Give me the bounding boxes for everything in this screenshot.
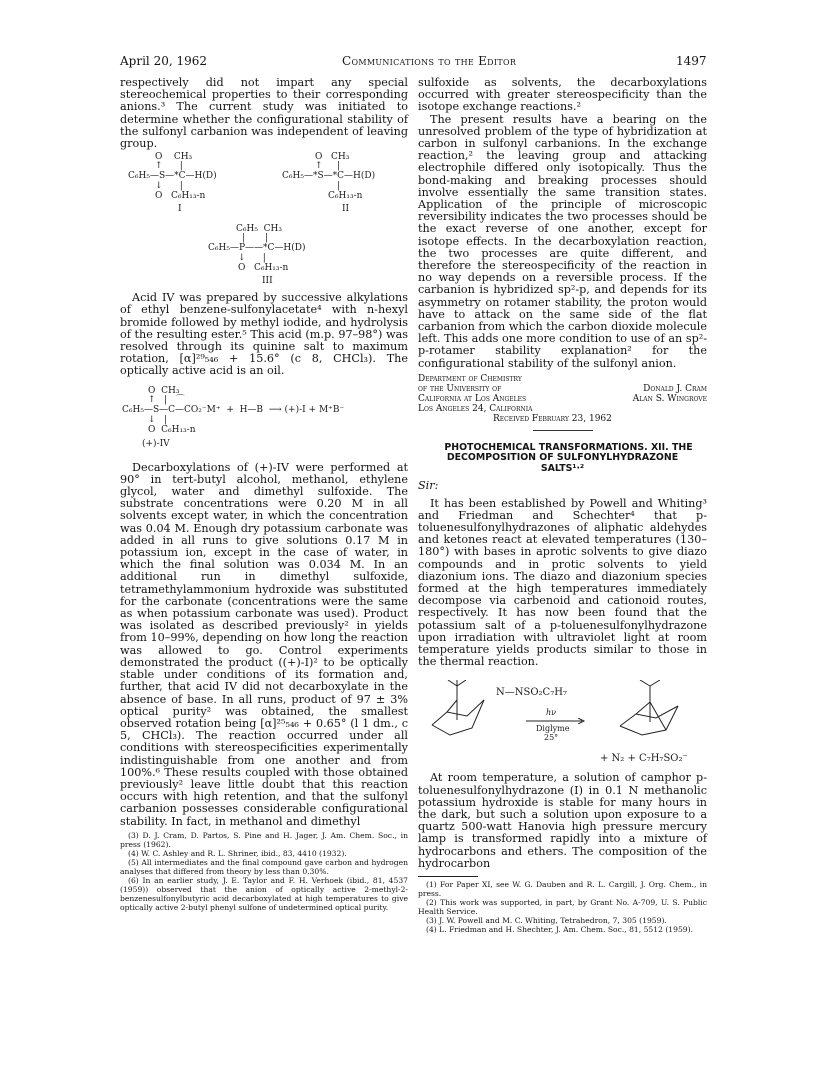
affiliation-line-4: Los Angeles 24, California	[418, 403, 533, 414]
label-plus-IV: (+)-IV	[142, 438, 170, 449]
salutation: Sir:	[418, 479, 439, 493]
structure-III: C₆H₅ CH₃ | | C₆H₅—P——*C—H(D) ↓ | O C₆H₁₃-n III	[208, 224, 306, 287]
affiliation-line-1: Department of Chemistry	[418, 373, 522, 384]
right-paragraph-3: It has been established by Powell and Whiting³ and Friedman and Schechter⁴ that p-toluenesulfonylhydrazones of aliphatic aldehydes and ketones react at elevated temperatures (130–180°) with bases in aprotic solvents to give diazo compounds and in protic solvents to yield diazonium ions. The diazo and diazonium species formed at the high temperatures immediately decompose via carbenoid and cationoid routes, respectively. It has now been found that the potassium salt of a p-toluenesulfonylhydrazone upon irradiation with ultraviolet light at room temperature yields products similar to those in the thermal reaction.	[418, 496, 707, 669]
camphor-hydrazone-structure	[422, 680, 502, 740]
footnote-5: (5) All intermediates and the final compound gave carbon and hydrogen analyses that differed from theory by less than 0.30%.	[120, 857, 408, 876]
running-date: April 20, 1962	[120, 54, 208, 68]
label-I: I	[178, 204, 182, 215]
footnote-r4: (4) L. Friedman and H. Shechter, J. Am. Chem. Soc., 81, 5512 (1959).	[426, 925, 693, 935]
page-number: 1497	[676, 54, 707, 68]
footnote-6: (6) In an earlier study, J. E. Taylor and F. H. Verhoek (ibid., 81, 4537 (1959)) observed that the anion of optically active 2-methyl-2-benzenesulfonylbutyric acid decarboxylated at high temperatures to give optically active 2-butyl phenyl sulfone of undetermined optical purity.	[120, 875, 408, 912]
affiliation-line-3: California at Los Angeles	[418, 393, 527, 404]
right-column	[418, 77, 707, 934]
tricyclene-product-structure	[612, 680, 692, 740]
right-paragraph-1: sulfoxide as solvents, the decarboxylations occurred with greater stereospecificity than the isotope exchange reactions.²	[418, 76, 707, 114]
photolysis-scheme	[418, 672, 707, 772]
solvent-label: Diglyme	[536, 724, 570, 734]
right-paragraph-4: At room temperature, a solution of camphor p-toluenesulfonylhydrazone (I) in 0.1 N methanolic potassium hydroxide is stable for many hours in the dark, but such a solution upon exposure to a quartz 500-watt Hanovia high pressure mercury lamp is transformed rapidly into a mixture of hydrocarbons and ethers. The composition of the hydrocarbon	[418, 771, 707, 870]
right-paragraph-2: The present results have a bearing on the unresolved problem of the type of hybridization at carbon in sulfonyl carbanions. In the exchange reaction,² the leaving group and attacking electrophile differed only isotopically. Thus the bond-making and breaking processes should involve essentially the same transition states. Application of the principle of microscopic reversibility indicates the two processes should be the exact reverse of one another, except for isotope effects. In the decarboxylation reaction, the two processes are quite different, and therefore the stereospecificity of the reaction in no way depends on a reversible process. If the carbanion is hybridized sp²-p, and depends for its asymmetry on rotamer stability, the proton would have to attack on the same side of the flat carbanion from which the carbon dioxide molecule left. This adds one more condition to use of an sp²-p-rotamer stability explanation² for the configurational stability of the sulfonyl anion.	[418, 112, 707, 370]
left-column	[120, 77, 408, 912]
label-II: II	[342, 204, 350, 215]
left-paragraph-2: Acid IV was prepared by successive alkylations of ethyl benzene-sulfonylacetate⁴ with n-hexyl bromide followed by methyl iodide, and hydrolysis of the resulting ester.⁵ This acid (m.p. 97–98°) was resolved through its quinine salt to maximum rotation, [α]²⁹₅₄₆ + 15.6° (c 8, CHCl₃). The optically active acid is an oil.	[120, 291, 408, 378]
left-paragraph-1: respectively did not impart any special stereochemical properties to their corresponding anions.³ The current study was initiated to determine whether the configurational stability of the sulfonyl carbanion was independent of leaving group.	[120, 76, 408, 151]
footnote-r3: (3) J. W. Powell and M. C. Whiting, Tetrahedron, 7, 305 (1959).	[426, 916, 667, 926]
byproducts: + N₂ + C₇H₇SO₂⁻	[600, 753, 688, 765]
received-date: Received February 23, 1962	[493, 413, 612, 424]
article-title: PHOTOCHEMICAL TRANSFORMATIONS. XII. THE DECOMPOSITION OF SULFONYLHYDRAZONE SALTS¹·²	[444, 441, 693, 474]
footnote-rule	[418, 876, 478, 877]
temperature-label: 25°	[544, 733, 559, 743]
separator-rule	[533, 430, 593, 431]
footnote-r2: (2) This work was supported, in part, by Grant No. A-709, U. S. Public Health Service.	[418, 898, 707, 917]
footnote-3: (3) D. J. Cram, D. Partos, S. Pine and H. Jager, J. Am. Chem. Soc., in press (1962).	[120, 830, 408, 849]
left-paragraph-3: Decarboxylations of (+)-IV were performed at 90° in tert-butyl alcohol, methanol, ethylene glycol, water and dimethyl sulfoxide. The substrate concentrations were 0.20 M in all solvents except water, in which the concentration was 0.04 M. Enough dry potassium carbonate was added in all runs to give solutions 0.17 M in potassium ion, except in the case of water, in which the final solution was 0.034 M. In an additional run in dimethyl sulfoxide, tetramethylammonium hydroxide was substituted for the carbonate (concentrations were the same as when potassium carbonate was used). Product was isolated as described previously² in yields from 10–99%, depending on how long the reaction was allowed to go. Control experiments demonstrated the product ((+)-I)² to be optically stable under conditions of its formation and, further, that acid IV did not decarboxylate in the absence of base. In all runs, product of 97 ± 3% optical purity² was obtained, the smallest observed rotation being [α]²⁵₅₄₆ + 0.65° (l 1 dm., c 5, CHCl₃). The reaction occurred under all conditions with stereospecificities experimentally indistinguishable from one another and from 100%.⁶ These results coupled with those obtained previously² leave little doubt that this reaction occurs with high retention, and that the sulfonyl carbanion possesses considerable configurational stability. In fact, in methanol and dimethyl	[120, 460, 408, 828]
right-footnotes	[418, 880, 707, 934]
left-footnotes	[120, 831, 408, 912]
hydrazone-group: N—NSO₂C₇H₇	[496, 687, 567, 699]
footnote-4: (4) W. C. Ashley and R. L. Shriner, ibid., 83, 4410 (1932).	[128, 848, 347, 858]
running-section: Communications to the Editor	[342, 54, 517, 68]
footnote-r1: (1) For Paper XI, see W. G. Dauben and R. L. Cargill, J. Org. Chem., in press.	[418, 880, 707, 899]
decarboxylation-equation: O CH₃ ↑ | ⌒ C₆H₅—S—C—CO₂⁻M⁺ + H—B ⟶ (+)-I + M⁺B⁻ ↓ | O C₆H₁₃-n (+)-IV	[122, 385, 345, 449]
label-III: III	[262, 276, 273, 287]
structures-I-II: O CH₃ ↑ | C₆H₅—S—*C—H(D) ↓ | O C₆H₁₃-n I O CH₃ ↑ | C₆H₅—*S—*C—H(D) | C₆H₁₃-n II	[128, 152, 376, 215]
author-1: Donald J. Cram	[643, 383, 707, 394]
author-2: Alan S. Wingrove	[632, 393, 707, 404]
hv-label: hν	[546, 708, 557, 718]
affiliation-line-2: of the University of	[418, 383, 502, 394]
signature-block	[418, 374, 707, 424]
